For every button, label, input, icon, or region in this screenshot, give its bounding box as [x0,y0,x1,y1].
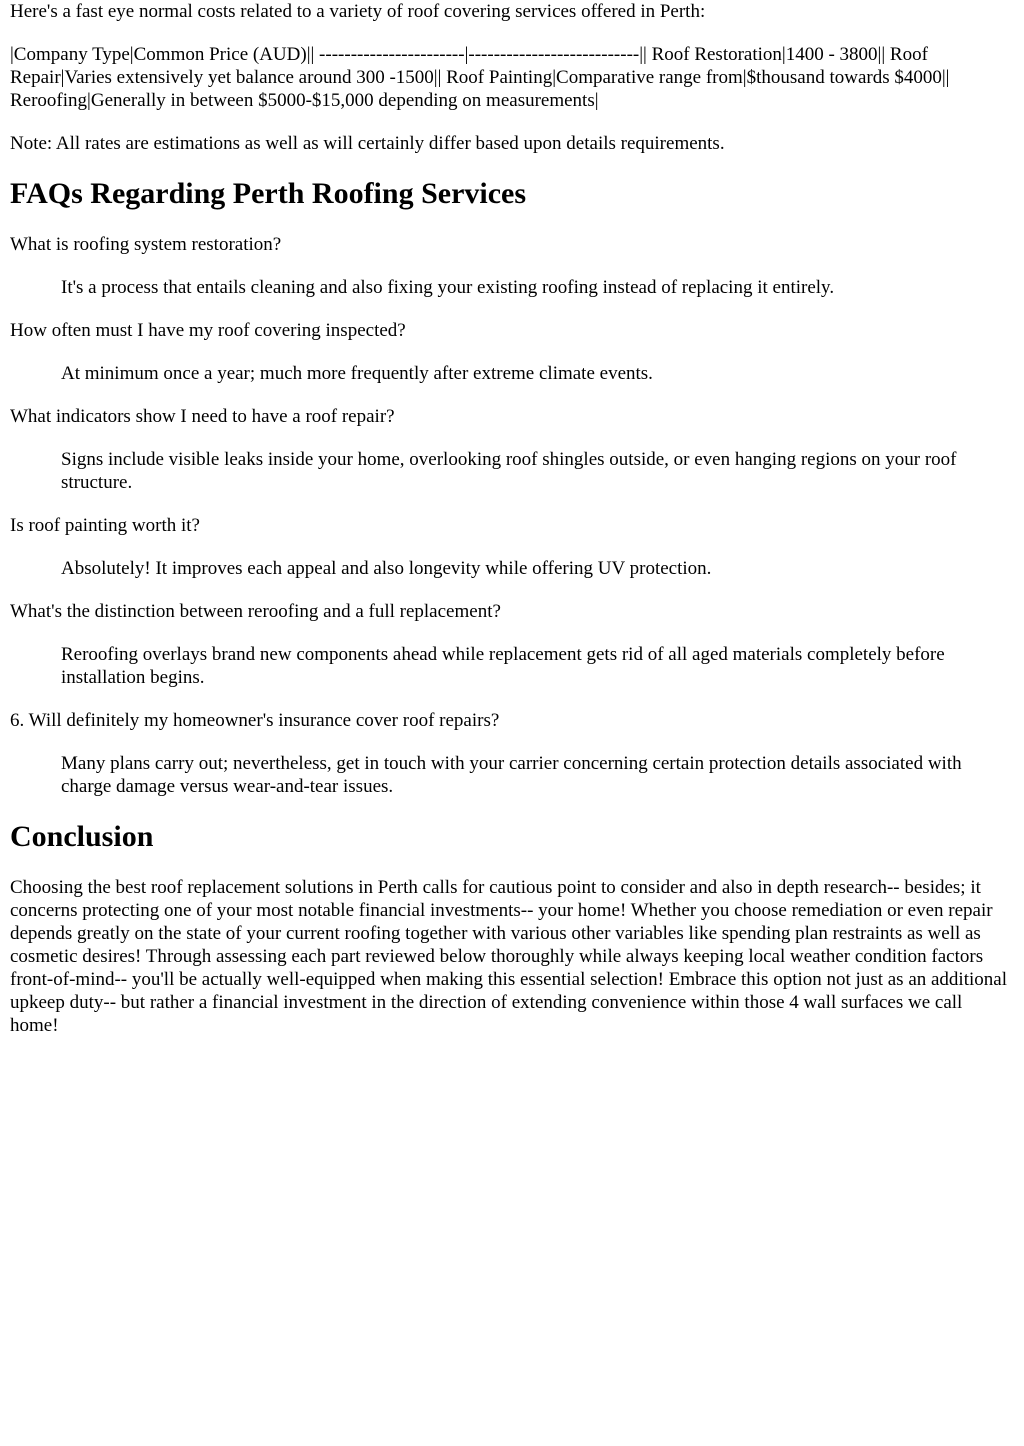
price-note: Note: All rates are estimations as well as will certainly differ based upon details requirements. [10,133,725,154]
faq-question: What is roofing system restoration? [10,234,282,255]
faq-question: How often must I have my roof covering inspected? [10,320,406,341]
faq-answer: Absolutely! It improves each appeal and also longevity while offering UV protection. [61,558,712,579]
faq-answer: Signs include visible leaks inside your home, overlooking roof shingles outside, or even hanging regions on your roof structure. [61,449,957,493]
price-table-text: |Company Type|Common Price (AUD)|| -----------------------|---------------------------|| Roof Restoration|1400 - 3800|| Roof Repair|Varies extensively yet balance around 300 -1500|| Roof Painting|Comparative range from|$thousand towards $4000|| Reroofing|Generally in between $5000-$15,000 depending on measurements| [10,44,950,111]
intro-paragraph: Here's a fast eye normal costs related to a variety of roof covering services offered in Perth: [10,1,706,22]
faq-answer: Many plans carry out; nevertheless, get in touch with your carrier concerning certain protection details associated with charge damage versus wear-and-tear issues. [61,753,962,797]
faq-heading: FAQs Regarding Perth Roofing Services [10,177,527,210]
faq-question: 6. Will definitely my homeowner's insurance cover roof repairs? [10,710,500,731]
faq-answer: At minimum once a year; much more frequently after extreme climate events. [61,363,653,384]
conclusion-heading: Conclusion [10,820,154,853]
faq-question: What indicators show I need to have a roof repair? [10,406,395,427]
faq-question: Is roof painting worth it? [10,515,200,536]
faq-list [10,233,1014,798]
conclusion-paragraph: Choosing the best roof replacement solutions in Perth calls for cautious point to consider and also in depth research-- besides; it concerns protecting one of your most notable financial investments-- your home! Whether you choose remediation or even repair depends greatly on the state of your current roofing together with various other variables like spending plan restraints as well as cosmetic desires! Through assessing each part reviewed below thoroughly while always keeping local weather condition factors front-of-mind-- you'll be actually well-equipped when making this essential selection! Embrace this option not just as an additional upkeep duty-- but rather a financial investment in the direction of extending convenience within those 4 wall surfaces we call home! [10,877,1007,1036]
faq-question: What's the distinction between reroofing and a full replacement? [10,601,501,622]
faq-answer: Reroofing overlays brand new components ahead while replacement gets rid of all aged materials completely before installation begins. [61,644,945,688]
faq-answer: It's a process that entails cleaning and also fixing your existing roofing instead of replacing it entirely. [61,277,835,298]
